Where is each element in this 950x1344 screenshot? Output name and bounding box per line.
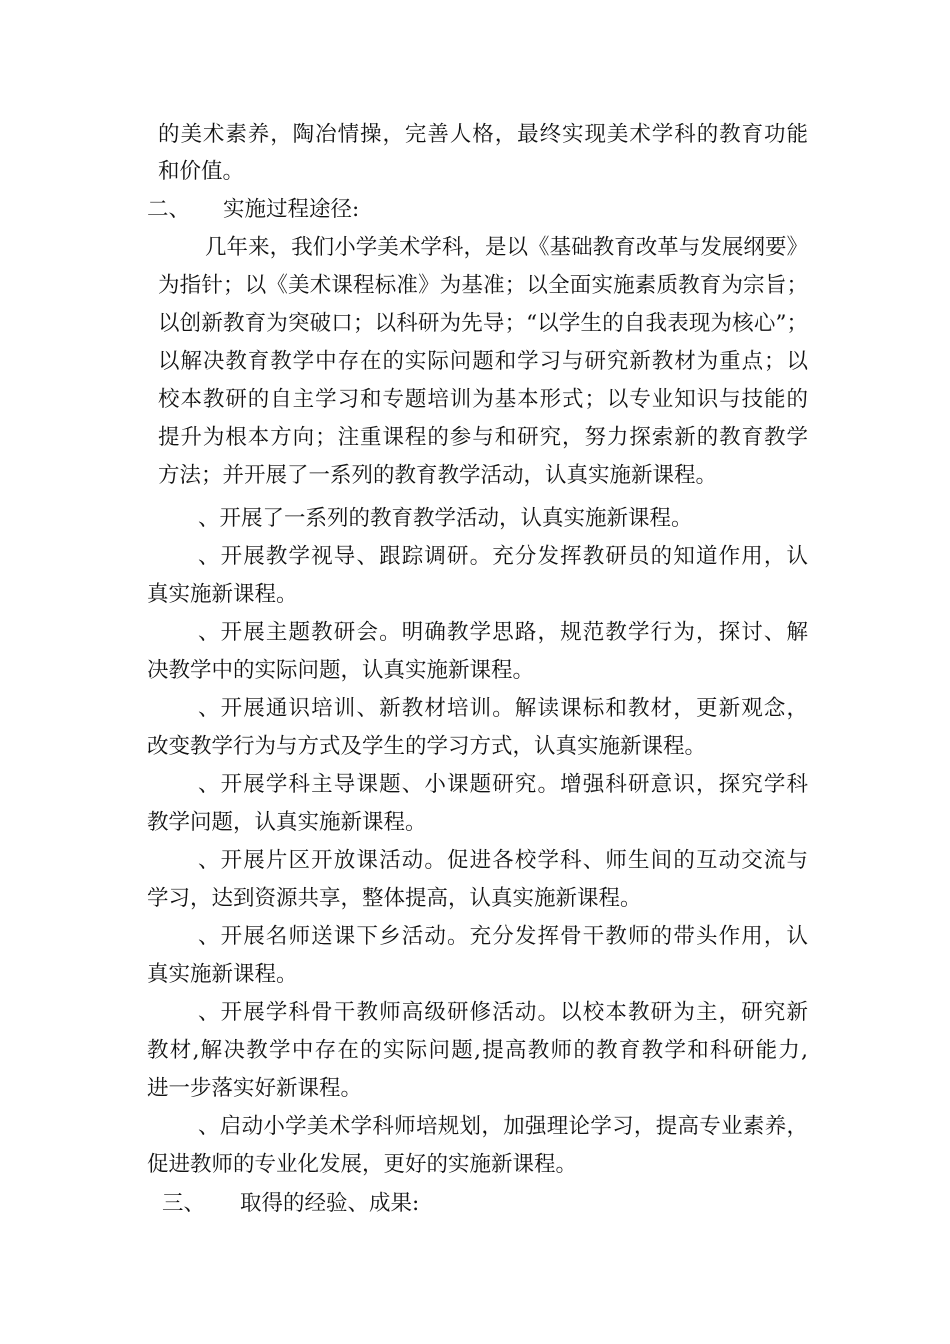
list-item: 、开展教学视导、跟踪调研。充分发挥教研员的知道作用，认 bbox=[198, 544, 808, 569]
list-item-continuation: 教学问题，认真实施新课程。 bbox=[147, 810, 427, 835]
section-number: 二、 bbox=[147, 197, 191, 222]
paragraph-line: 方法；并开展了一系列的教育教学活动，认真实施新课程。 bbox=[158, 463, 718, 488]
paragraph-line: 的美术素养，陶冶情操，完善人格，最终实现美术学科的教育功能 bbox=[158, 122, 808, 147]
list-item: 、开展通识培训、新教材培训。解读课标和教材，更新观念， bbox=[198, 696, 808, 721]
section-heading-2 bbox=[147, 196, 359, 224]
list-item: 、开展主题教研会。明确教学思路，规范教学行为，探讨、解 bbox=[198, 620, 808, 645]
list-item: 、开展了一系列的教育教学活动，认真实施新课程。 bbox=[198, 506, 693, 531]
list-item-continuation: 进一步落实好新课程。 bbox=[147, 1076, 363, 1101]
list-item: 、开展名师送课下乡活动。充分发挥骨干教师的带头作用，认 bbox=[198, 924, 808, 949]
paragraph-line: 以解决教育教学中存在的实际问题和学习与研究新教材为重点；以 bbox=[158, 349, 808, 374]
paragraph-line: 和价值。 bbox=[158, 159, 245, 184]
section-title: 实施过程途径: bbox=[223, 197, 360, 222]
section-heading-3 bbox=[162, 1190, 419, 1218]
paragraph-line: 校本教研的自主学习和专题培训为基本形式；以专业知识与技能的 bbox=[158, 387, 808, 412]
list-item-continuation: 真实施新课程。 bbox=[147, 582, 298, 607]
section-number: 三、 bbox=[162, 1191, 206, 1216]
paragraph-line: 几年来，我们小学美术学科，是以《基础教育改革与发展纲要》 bbox=[205, 235, 808, 260]
paragraph-line: 为指针；以《美术课程标准》为基准；以全面实施素质教育为宗旨； bbox=[158, 273, 808, 298]
list-item-continuation: 教材,解决教学中存在的实际问题,提高教师的教育教学和科研能力, bbox=[147, 1038, 808, 1063]
list-item-continuation: 改变教学行为与方式及学生的学习方式，认真实施新课程。 bbox=[147, 734, 707, 759]
list-item-continuation: 真实施新课程。 bbox=[147, 962, 298, 987]
section-title: 取得的经验、成果: bbox=[240, 1191, 420, 1216]
list-item-continuation: 决教学中的实际问题，认真实施新课程。 bbox=[147, 658, 535, 683]
paragraph-line: 以创新教育为突破口；以科研为先导；“以学生的自我表现为核心”； bbox=[158, 311, 808, 336]
list-item-continuation: 学习，达到资源共享，整体提高，认真实施新课程。 bbox=[147, 886, 642, 911]
list-item: 、开展学科骨干教师高级研修活动。以校本教研为主，研究新 bbox=[198, 1000, 808, 1025]
list-item: 、启动小学美术学科师培规划，加强理论学习，提高专业素养， bbox=[198, 1114, 808, 1139]
list-item: 、开展学科主导课题、小课题研究。增强科研意识，探究学科 bbox=[198, 772, 808, 797]
list-item: 、开展片区开放课活动。促进各校学科、师生间的互动交流与 bbox=[198, 848, 808, 873]
list-item-continuation: 促进教师的专业化发展，更好的实施新课程。 bbox=[147, 1152, 578, 1177]
paragraph-line: 提升为根本方向；注重课程的参与和研究，努力探索新的教育教学 bbox=[158, 425, 808, 450]
